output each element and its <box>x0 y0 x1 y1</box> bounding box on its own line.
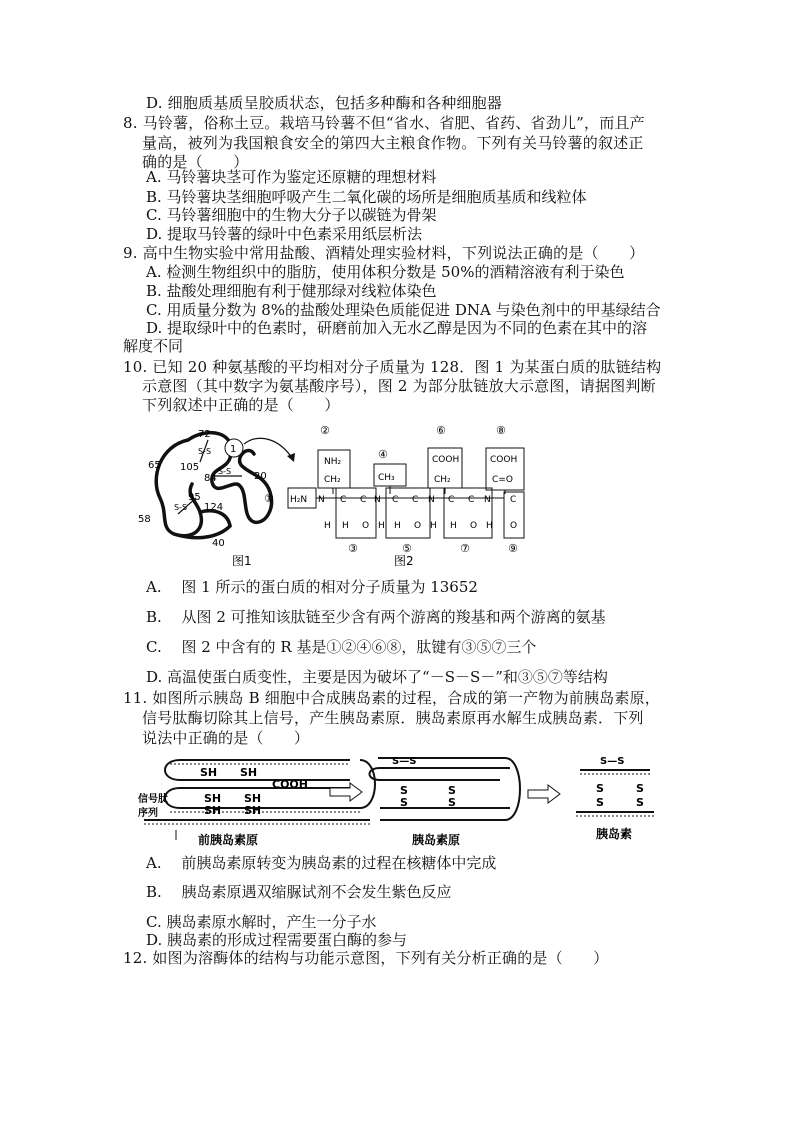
fig2-h2n: H₂N <box>290 495 308 505</box>
fig1-caption: 图1 <box>232 554 252 568</box>
fig1-arrow <box>244 438 292 458</box>
svg-text:H: H <box>378 521 385 531</box>
fig1-peptide-chain <box>156 433 271 538</box>
q10-stem-line-2: 示意图（其中数字为氨基酸序号），图 2 为部分肽链放大示意图，请据图判断 <box>142 377 656 395</box>
svg-text:N: N <box>428 495 435 505</box>
fig1-number-124: 124 <box>204 502 224 513</box>
q8-option-b: B. 马铃薯块茎细胞呼吸产生二氧化碳的场所是细胞质基质和线粒体 <box>146 188 587 206</box>
q11-stem-line-2: 信号肽酶切除其上信号，产生胰岛素原．胰岛素原再水解生成胰岛素．下列 <box>142 709 644 727</box>
q10-stem-line-1: 10. 已知 20 种氨基酸的平均相对分子质量为 128．图 1 为某蛋白质的肽链结构 <box>123 358 662 376</box>
svg-text:H: H <box>324 521 331 531</box>
fig2-cooh-2: COOH <box>490 455 518 465</box>
fig2-caption: 图2 <box>394 554 414 568</box>
fig2-cooh-1: COOH <box>432 455 460 465</box>
q10-option-b: B. 从图 2 可推知该肽链至少含有两个游离的羧基和两个游离的氨基 <box>146 608 606 626</box>
q9-option-a: A. 检测生物组织中的脂肪，使用体积分数是 50%的酒精溶液有利于染色 <box>146 263 625 281</box>
svg-text:C: C <box>340 495 347 505</box>
q7-option-d: D. 细胞质基质呈胶质状态，包括多种酶和各种细胞器 <box>146 94 503 112</box>
svg-text:C: C <box>412 495 419 505</box>
q10-stem-line-3: 下列叙述中正确的是（ ） <box>142 396 340 414</box>
svg-text:O: O <box>362 521 370 531</box>
label-insulin: 胰岛素 <box>596 827 633 841</box>
fig2-label-7: ⑦ <box>460 542 470 555</box>
svg-text:N: N <box>484 495 491 505</box>
fig2-ch2-2: CH₂ <box>434 475 451 485</box>
svg-text:N: N <box>374 495 381 505</box>
svg-text:C: C <box>448 495 455 505</box>
fig2-label-6: ⑥ <box>436 424 446 437</box>
arrow-1 <box>330 783 362 801</box>
s-3: S <box>448 784 456 797</box>
svg-text:H: H <box>394 521 401 531</box>
fig1-number-84: 84 <box>204 473 217 484</box>
fig2-label-9: ⑨ <box>508 542 518 555</box>
q8-stem-line-3: 确的是（ ） <box>142 153 249 171</box>
fig2-backbone-atoms <box>318 495 517 531</box>
q11-option-a: A. 前胰岛素原转变为胰岛素的过程在核糖体中完成 <box>146 854 497 872</box>
fig1-number-105: 105 <box>180 462 200 473</box>
svg-text:C: C <box>392 495 399 505</box>
fig2-label-4: ④ <box>378 448 388 461</box>
q11-option-c: C. 胰岛素原水解时，产生一分子水 <box>146 913 377 931</box>
svg-text:O: O <box>470 521 478 531</box>
fig2-ch2-1: CH₂ <box>324 475 341 485</box>
ss-2: S—S <box>600 756 625 767</box>
s-4: S <box>448 796 456 809</box>
s-6: S <box>596 796 604 809</box>
q11-option-d: D. 胰岛素的形成过程需要蛋白酶的参与 <box>146 931 408 949</box>
q8-option-a: A. 马铃薯块茎可作为鉴定还原糖的理想材料 <box>146 168 437 186</box>
fig2-nh2: NH₂ <box>324 457 342 467</box>
q10-option-a: A. 图 1 所示的蛋白质的相对分子质量为 13652 <box>146 578 478 596</box>
q11-stem-line-3: 说法中正确的是（ ） <box>142 729 310 747</box>
fig1-bond-label-3: S-S <box>174 503 188 512</box>
label-preproinsulin: 前胰岛素原 <box>198 833 259 847</box>
fig2-label-2: ② <box>320 424 330 437</box>
svg-text:C: C <box>510 495 517 505</box>
fig1-number-65: 65 <box>148 460 161 471</box>
svg-text:N: N <box>318 495 325 505</box>
fig1-number-58: 58 <box>138 514 151 525</box>
q8-option-c: C. 马铃薯细胞中的生物大分子以碳链为骨架 <box>146 206 437 224</box>
fig1-bond-label-1: S-S <box>198 447 212 456</box>
cooh-label: COOH <box>272 778 308 791</box>
fig2-label-3: ③ <box>348 542 358 555</box>
q9-option-b: B. 盐酸处理细胞有利于健那绿对线粒体染色 <box>146 282 437 300</box>
sh-2: SH <box>240 766 258 779</box>
q11-stem-line-1: 11. 如图所示胰岛 B 细胞中合成胰岛素的过程，合成的第一产物为前胰岛素原， <box>123 689 660 707</box>
q11-option-b: B. 胰岛素原遇双缩脲试剂不会发生紫色反应 <box>146 883 452 901</box>
signal-label-2: 序列 <box>138 808 158 819</box>
arrow-2 <box>528 785 560 803</box>
signal-label-1: 信号肽 <box>138 794 168 805</box>
sh-5: SH <box>204 804 222 817</box>
proinsulin-chain <box>370 758 521 820</box>
s-8: S <box>636 796 644 809</box>
fig2-ch3: CH₃ <box>378 473 395 483</box>
s-5: S <box>596 782 604 795</box>
q9-stem: 9. 高中生物实验中常用盐酸、酒精处理实验材料，下列说法正确的是（ ） <box>123 244 645 262</box>
s-2: S <box>400 796 408 809</box>
q9-option-d: D. 提取绿叶中的色素时，研磨前加入无水乙醇是因为不同的色素在其中的溶 <box>146 319 648 337</box>
label-proinsulin: 胰岛素原 <box>412 833 461 847</box>
svg-text:H: H <box>342 521 349 531</box>
q8-option-d: D. 提取马铃薯的绿叶中色素采用纸层析法 <box>146 225 423 243</box>
q8-stem-line-2: 量高，被列为我国粮食安全的第四大主粮食作物。下列有关马铃薯的叙述正 <box>142 134 644 152</box>
s-1: S <box>400 784 408 797</box>
q8-stem-line-1: 8. 马铃薯，俗称土豆。栽培马铃薯不但“省水、省肥、省药、省劲儿”，而且产 <box>123 114 645 132</box>
ss-1: S—S <box>392 756 417 767</box>
q10-figure <box>130 418 540 573</box>
svg-text:O: O <box>510 521 518 531</box>
svg-text:O: O <box>414 521 422 531</box>
q12-stem: 12. 如图为溶酶体的结构与功能示意图，下列有关分析正确的是（ ） <box>123 949 609 967</box>
q10-option-c: C. 图 2 中含有的 R 基是①②④⑥⑧，肽键有③⑤⑦三个 <box>146 638 537 656</box>
fig2-label-5: ⑤ <box>402 542 412 555</box>
fig1-number-40: 40 <box>212 538 225 549</box>
svg-text:C: C <box>360 495 367 505</box>
q9-option-c: C. 用质量分数为 8%的盐酸处理染色质能促进 DNA 与染色剂中的甲基绿结合 <box>146 301 661 319</box>
sh-3: SH <box>204 792 222 805</box>
sh-6: SH <box>244 804 262 817</box>
fig2-label-1: ① <box>264 492 274 505</box>
fig1-number-72: 72 <box>198 429 211 440</box>
q9-option-d-continued: 解度不同 <box>123 337 184 355</box>
svg-text:C: C <box>468 495 475 505</box>
svg-text:H: H <box>430 521 437 531</box>
fig2-co: C=O <box>492 475 513 485</box>
q11-figure <box>130 750 660 850</box>
fig1-bond-label-2: S-S <box>218 467 232 476</box>
q10-option-d: D. 高温使蛋白质变性，主要是因为破坏了“－S－S－”和③⑤⑦等结构 <box>146 668 608 686</box>
sh-1: SH <box>200 766 218 779</box>
svg-text:H: H <box>486 521 493 531</box>
fig2-label-8: ⑧ <box>496 424 506 437</box>
sh-4: SH <box>244 792 262 805</box>
fig1-circled-label: 1 <box>230 444 237 455</box>
s-7: S <box>636 782 644 795</box>
svg-text:H: H <box>450 521 457 531</box>
fig1-number-20: 20 <box>254 471 267 482</box>
fig1-number-95: 95 <box>188 492 201 503</box>
